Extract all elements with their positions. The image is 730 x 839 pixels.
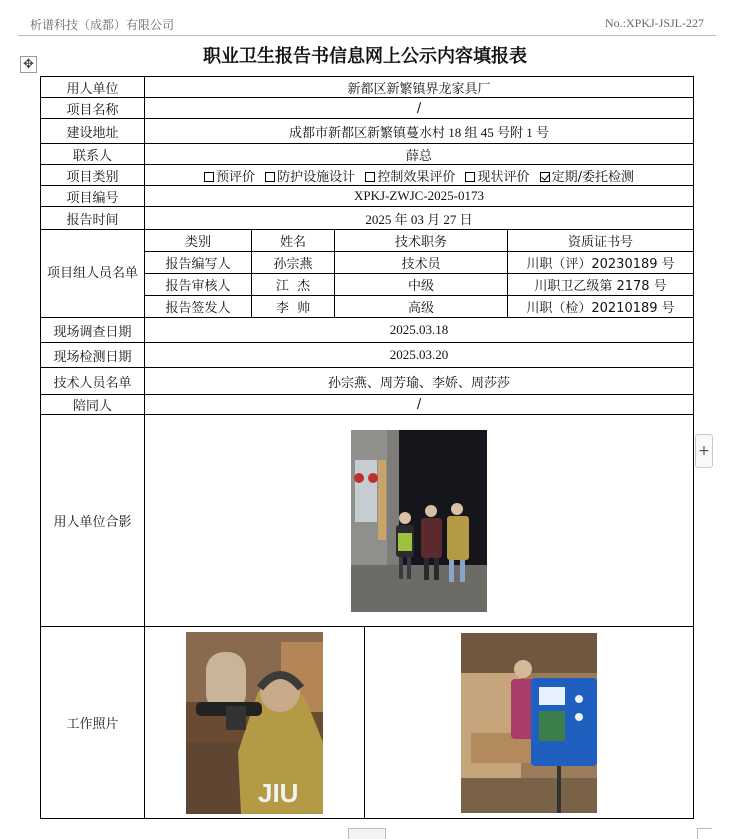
report-form-table bbox=[40, 76, 694, 819]
value-project-no[interactable]: XPKJ-ZWJC-2025-0173 bbox=[145, 186, 694, 207]
value-report-time[interactable]: 2025 年 03 月 27 日 bbox=[145, 207, 694, 230]
option-status-evaluation[interactable]: 现状评价 bbox=[465, 170, 529, 185]
team-header-name: 姓名 bbox=[252, 230, 335, 252]
label-report-time: 报告时间 bbox=[41, 207, 145, 230]
work-photo-cell-left bbox=[145, 627, 365, 819]
resize-corner[interactable] bbox=[697, 828, 712, 839]
team-role[interactable]: 报告审核人 bbox=[145, 274, 252, 296]
team-role[interactable]: 报告编写人 bbox=[145, 252, 252, 274]
checkbox-checked[interactable] bbox=[540, 172, 550, 182]
value-address[interactable]: 成都市新都区新繁镇蔓水村 18 组 45 号附 1 号 bbox=[145, 119, 694, 144]
team-header-title: 技术职务 bbox=[335, 230, 508, 252]
team-header-role: 类别 bbox=[145, 230, 252, 252]
team-title[interactable]: 高级 bbox=[335, 296, 508, 318]
svg-text:JIU: JIU bbox=[258, 777, 299, 808]
label-survey-date: 现场调查日期 bbox=[41, 318, 145, 343]
team-name[interactable]: 孙宗燕 bbox=[252, 252, 335, 274]
team-title[interactable]: 中级 bbox=[335, 274, 508, 296]
value-project-name[interactable]: / bbox=[145, 98, 694, 119]
label-team: 项目组人员名单 bbox=[41, 230, 145, 318]
option-pre-evaluation[interactable]: 预评价 bbox=[204, 170, 255, 185]
team-cert[interactable]: 川职（检）20210189 号 bbox=[508, 296, 694, 318]
label-escort: 陪同人 bbox=[41, 395, 145, 415]
label-tech-staff: 技术人员名单 bbox=[41, 368, 145, 395]
label-contact: 联系人 bbox=[41, 144, 145, 165]
plus-icon[interactable]: + bbox=[695, 434, 713, 468]
value-tech-staff[interactable]: 孙宗燕、周芳瑜、李娇、周莎莎 bbox=[145, 368, 694, 395]
option-periodic-testing[interactable]: 定期/委托检测 bbox=[540, 170, 634, 185]
group-photo-cell bbox=[145, 415, 694, 627]
label-project-name: 项目名称 bbox=[41, 98, 145, 119]
label-work-photos: 工作照片 bbox=[41, 627, 145, 819]
team-role[interactable]: 报告签发人 bbox=[145, 296, 252, 318]
company-name: 析谱科技（成都）有限公司 bbox=[30, 18, 175, 32]
work-photo-1[interactable] bbox=[186, 632, 323, 814]
category-options bbox=[145, 165, 694, 186]
label-address: 建设地址 bbox=[41, 119, 145, 144]
team-name[interactable]: 江 杰 bbox=[252, 274, 335, 296]
team-cert[interactable]: 川职（评）20230189 号 bbox=[508, 252, 694, 274]
option-control-effect[interactable]: 控制效果评价 bbox=[365, 170, 455, 185]
group-photo[interactable] bbox=[351, 430, 487, 612]
checkbox[interactable] bbox=[465, 172, 475, 182]
team-name[interactable]: 李 帅 bbox=[252, 296, 335, 318]
value-survey-date[interactable]: 2025.03.18 bbox=[145, 318, 694, 343]
value-contact[interactable]: 薛总 bbox=[145, 144, 694, 165]
label-test-date: 现场检测日期 bbox=[41, 343, 145, 368]
work-photo-2[interactable] bbox=[461, 633, 597, 813]
checkbox[interactable] bbox=[204, 172, 214, 182]
team-title[interactable]: 技术员 bbox=[335, 252, 508, 274]
checkbox[interactable] bbox=[365, 172, 375, 182]
label-category: 项目类别 bbox=[41, 165, 145, 186]
team-cert[interactable]: 川职卫乙级第 2178 号 bbox=[508, 274, 694, 296]
team-header-cert: 资质证书号 bbox=[508, 230, 694, 252]
label-group-photo: 用人单位合影 bbox=[41, 415, 145, 627]
value-escort[interactable]: / bbox=[145, 395, 694, 415]
label-project-no: 项目编号 bbox=[41, 186, 145, 207]
checkbox[interactable] bbox=[265, 172, 275, 182]
work-photo-cell-right bbox=[365, 627, 694, 819]
page-title: 职业卫生报告书信息网上公示内容填报表 bbox=[203, 46, 527, 67]
value-employer[interactable]: 新都区新繁镇界龙家具厂 bbox=[145, 77, 694, 98]
label-employer: 用人单位 bbox=[41, 77, 145, 98]
document-number: No.:XPKJ-JSJL-227 bbox=[604, 16, 704, 30]
option-protection-design[interactable]: 防护设施设计 bbox=[265, 170, 355, 185]
page-tab bbox=[348, 828, 386, 839]
value-test-date[interactable]: 2025.03.20 bbox=[145, 343, 694, 368]
header-divider bbox=[18, 35, 716, 36]
move-icon[interactable]: ✥ bbox=[20, 56, 37, 73]
